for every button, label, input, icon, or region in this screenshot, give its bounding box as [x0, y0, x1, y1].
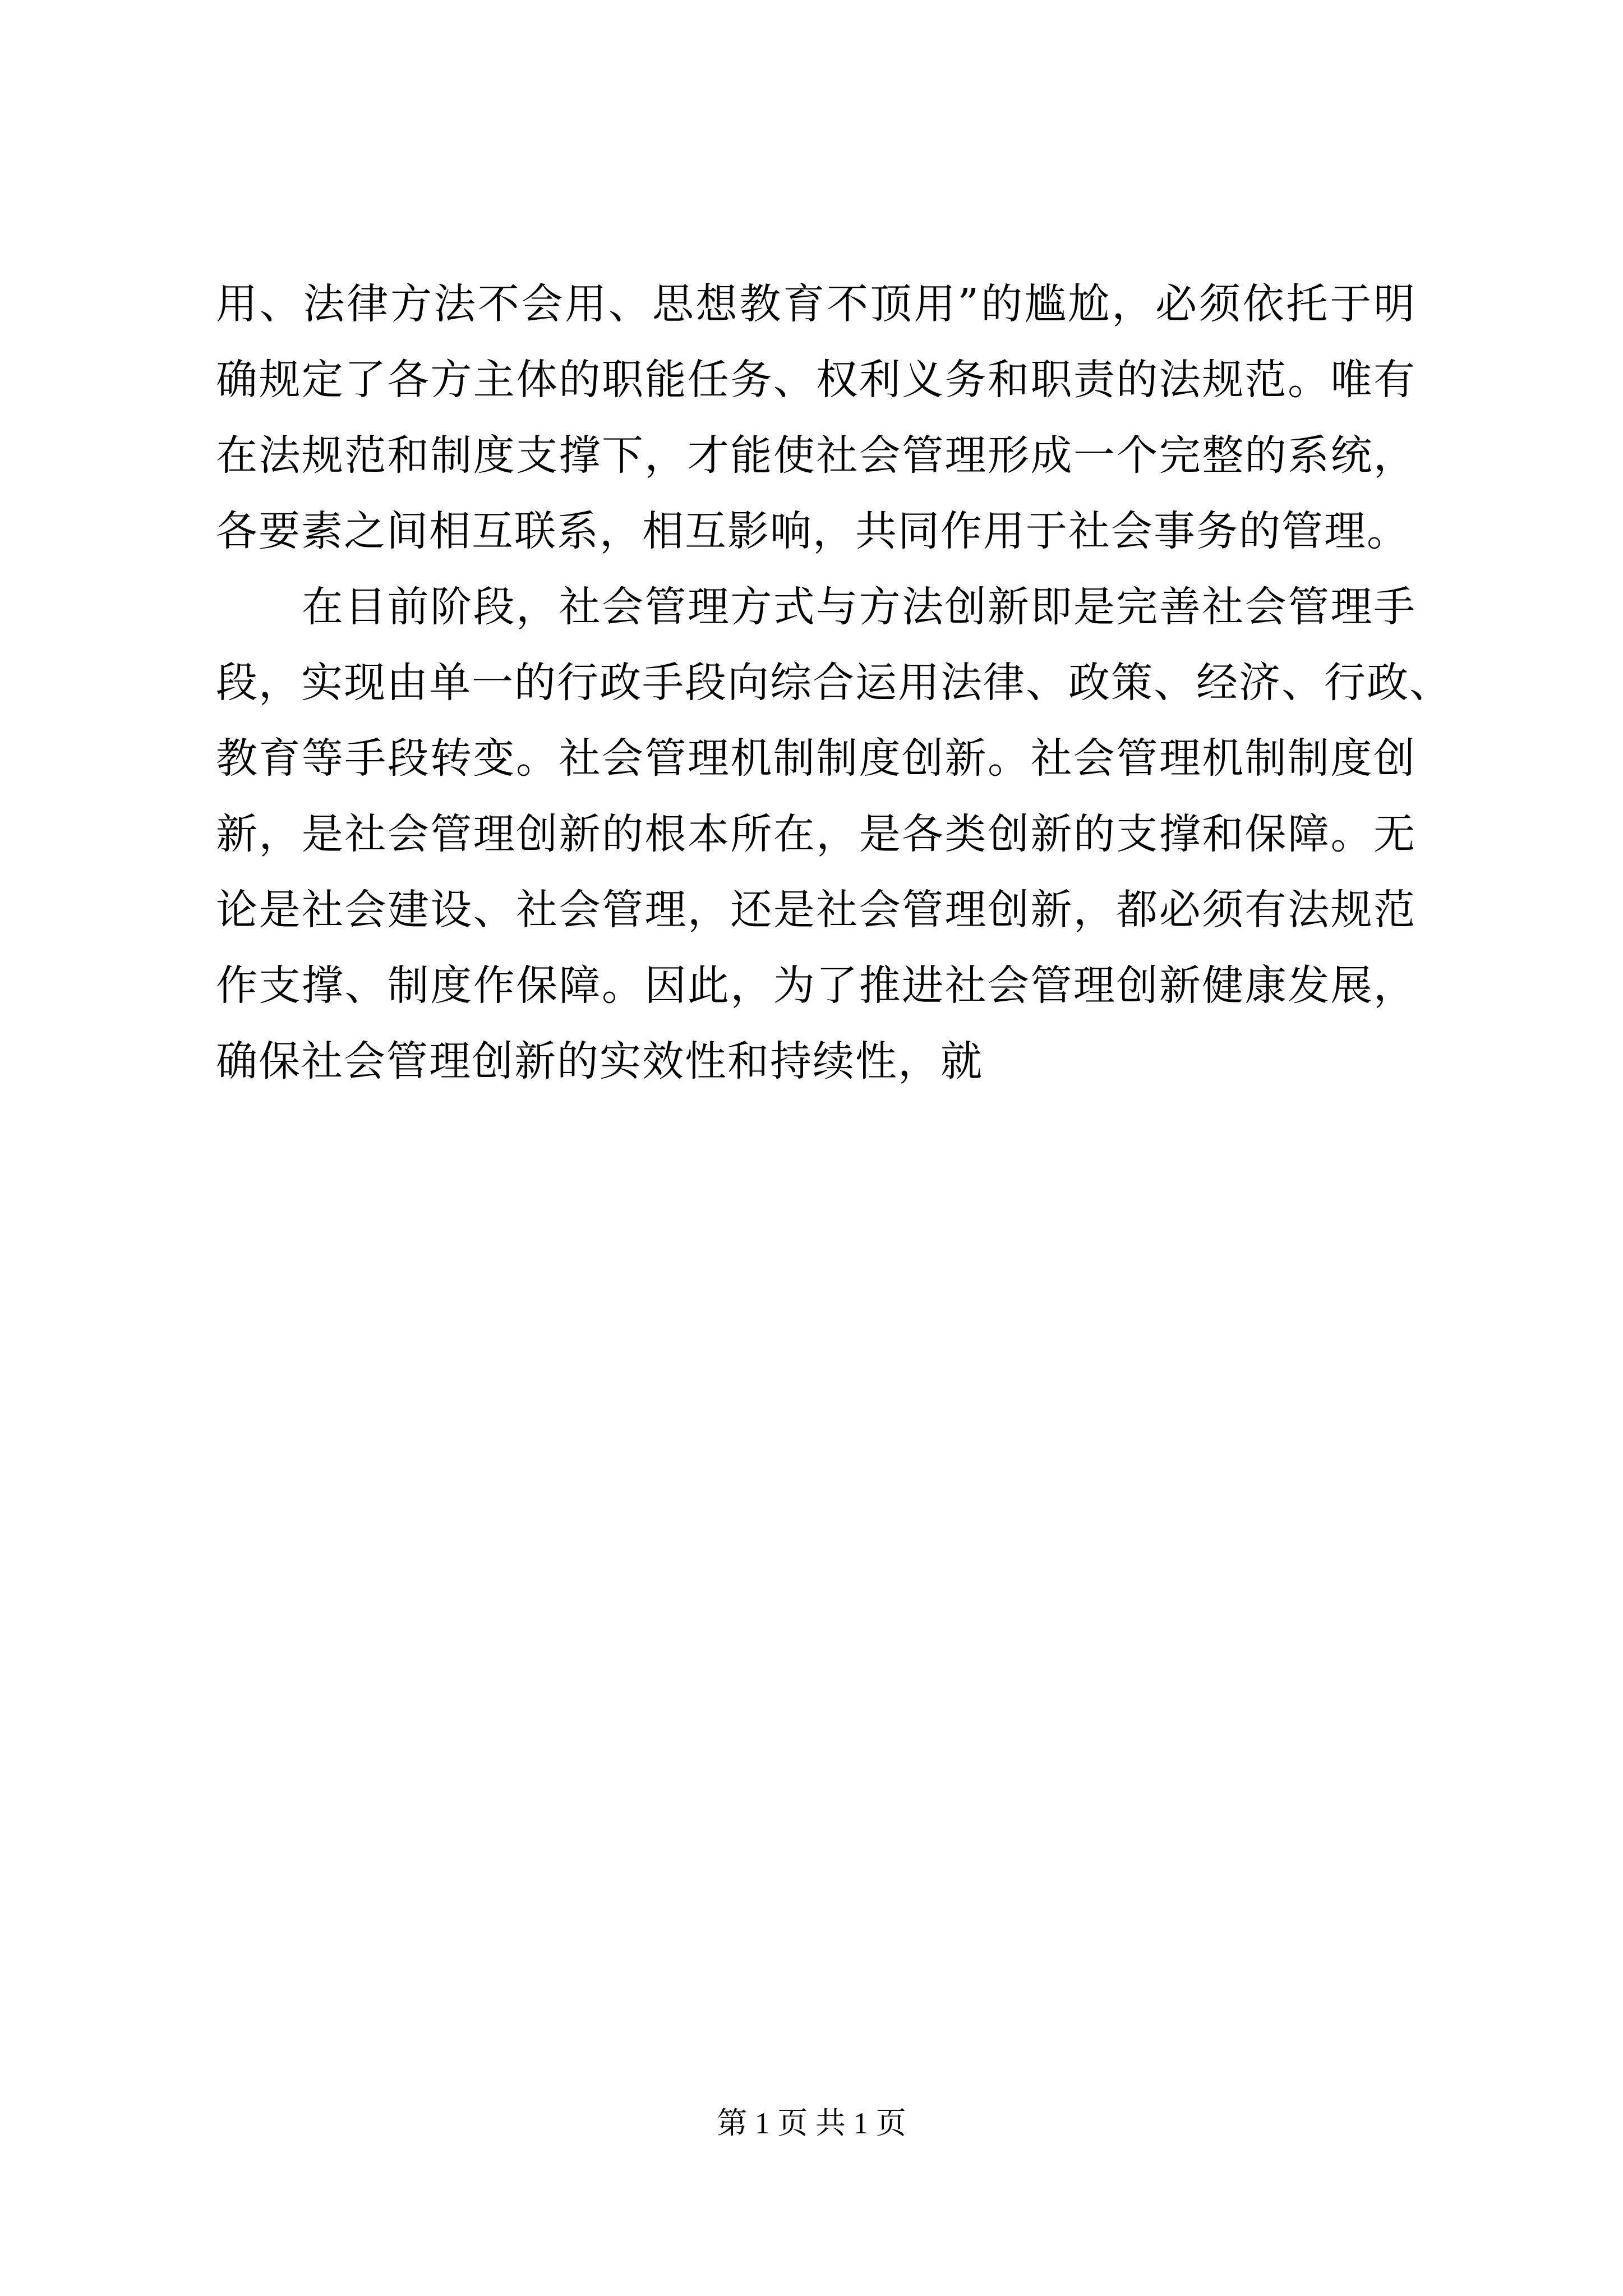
- page-number-footer: 第 1 页 共 1 页: [717, 2106, 906, 2140]
- text-line: 用、法律方法不会用、思想教育不顶用”的尴尬，必须依托于明: [216, 280, 1416, 328]
- text-line: 段，实现由单一的行政手段向综合运用法律、政策、经济、行政、: [216, 659, 1452, 707]
- text-line: 确保社会管理创新的实效性和持续性，就: [216, 1037, 983, 1085]
- text-line: 确规定了各方主体的职能任务、权利义务和职责的法规范。唯有: [216, 356, 1416, 404]
- text-line: 新，是社会管理创新的根本所在，是各类创新的支撑和保障。无: [216, 810, 1416, 858]
- text-line: 论是社会建设、社会管理，还是社会管理创新，都必须有法规范: [216, 886, 1416, 934]
- text-line: 各要素之间相互联系，相互影响，共同作用于社会事务的管理。: [216, 507, 1409, 555]
- text-line: 作支撑、制度作保障。因此，为了推进社会管理创新健康发展，: [216, 961, 1416, 1010]
- text-line: 教育等手段转变。社会管理机制制度创新。社会管理机制制度创: [216, 734, 1416, 783]
- text-line: 在目前阶段，社会管理方式与方法创新即是完善社会管理手: [216, 583, 1416, 631]
- text-line: 在法规范和制度支撑下，才能使社会管理形成一个完整的系统，: [216, 431, 1416, 480]
- body-text: [216, 266, 1452, 1099]
